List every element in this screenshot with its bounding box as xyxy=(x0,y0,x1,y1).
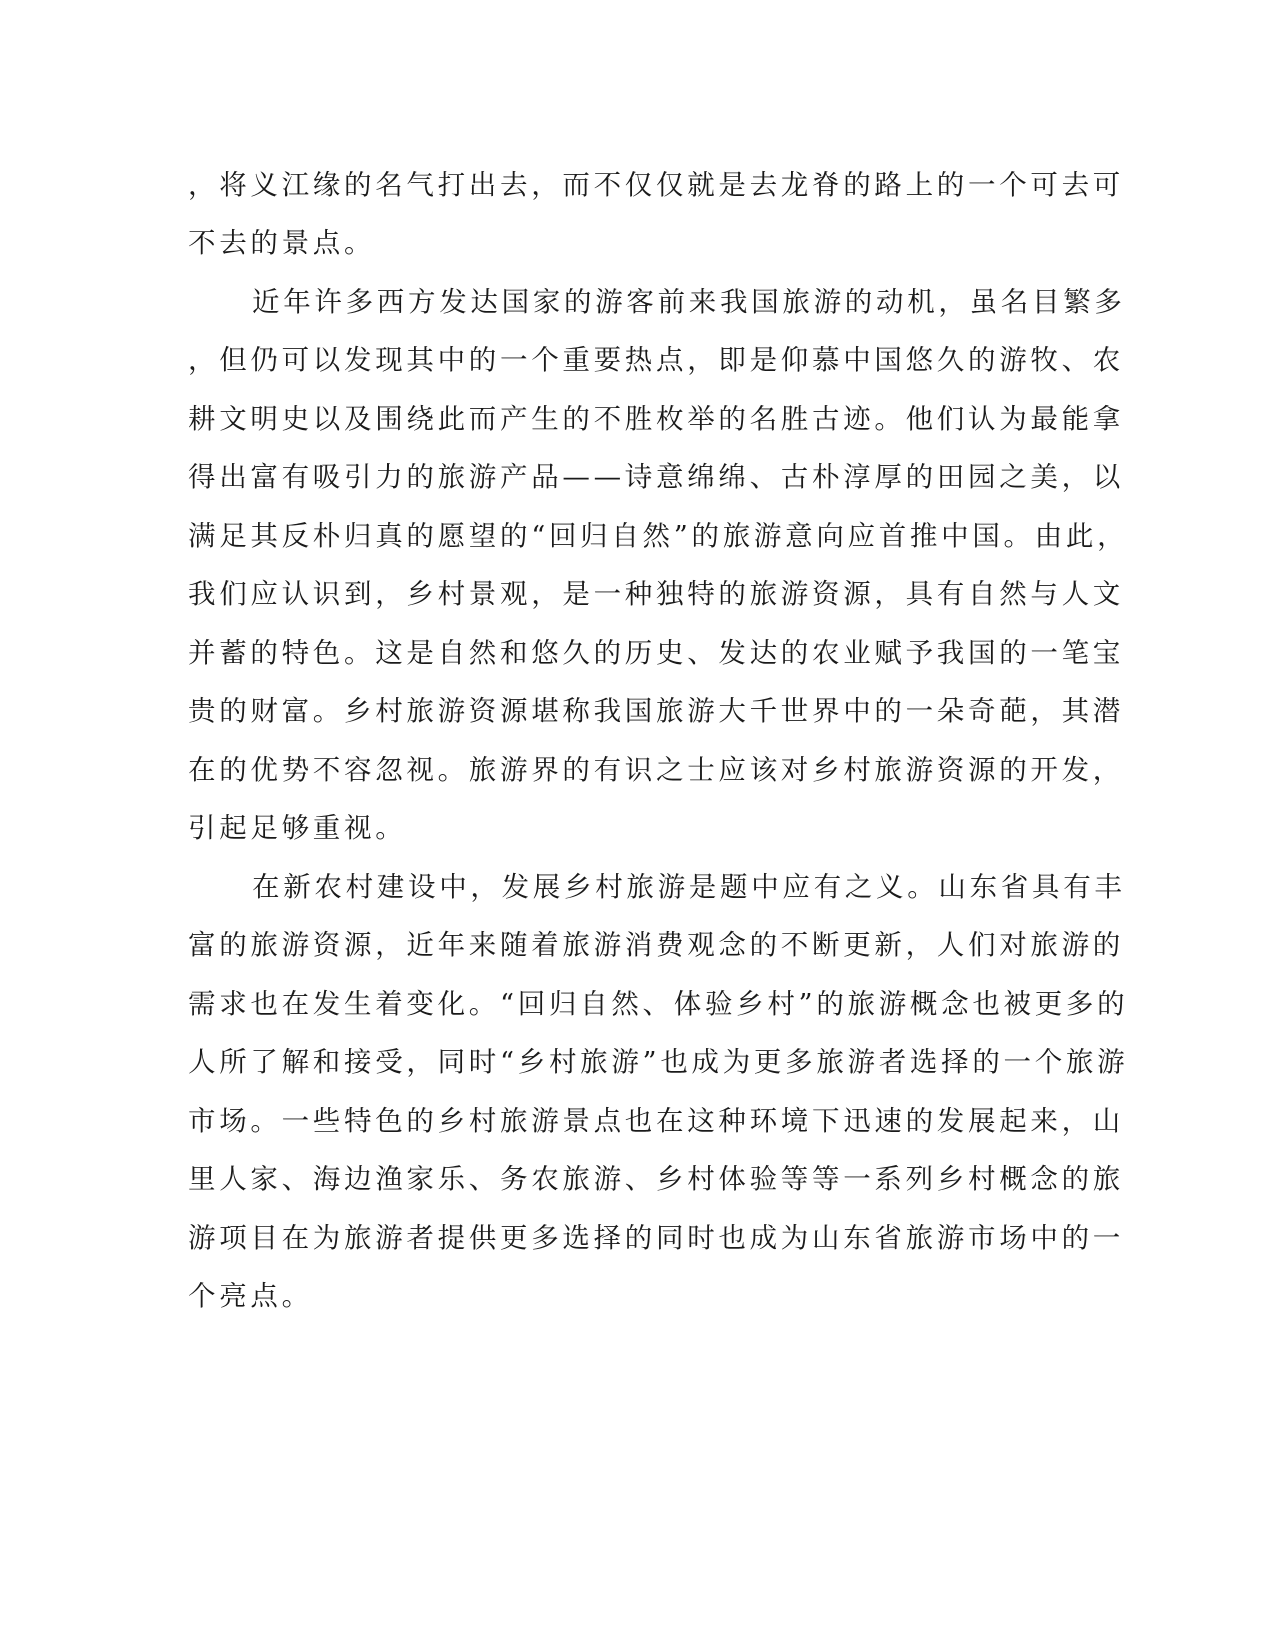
paragraph-2-line-2: ，但仍可以发现其中的一个重要热点，即是仰慕中国悠久的游牧、农 xyxy=(188,344,1124,376)
paragraph-2-line-4: 得出富有吸引力的旅游产品——诗意绵绵、古朴淳厚的田园之美，以 xyxy=(188,461,1124,493)
paragraph-3-line-1: 在新农村建设中，发展乡村旅游是题中应有之义。山东省具有丰 xyxy=(252,871,1126,903)
paragraph-2-line-8: 贵的财富。乡村旅游资源堪称我国旅游大千世界中的一朵奇葩，其潜 xyxy=(188,695,1124,727)
paragraph-2-line-1: 近年许多西方发达国家的游客前来我国旅游的动机，虽名目繁多 xyxy=(252,286,1126,318)
paragraph-3-line-8: 个亮点。 xyxy=(188,1280,313,1312)
paragraph-2-line-6: 我们应认识到，乡村景观，是一种独特的旅游资源，具有自然与人文 xyxy=(188,578,1124,610)
paragraph-3-line-6: 里人家、海边渔家乐、务农旅游、乡村体验等等一系列乡村概念的旅 xyxy=(188,1163,1124,1195)
paragraph-3-line-7: 游项目在为旅游者提供更多选择的同时也成为山东省旅游市场中的一 xyxy=(188,1222,1124,1254)
paragraph-3-line-2: 富的旅游资源，近年来随着旅游消费观念的不断更新，人们对旅游的 xyxy=(188,929,1124,961)
paragraph-2-line-7: 并蓄的特色。这是自然和悠久的历史、发达的农业赋予我国的一笔宝 xyxy=(188,637,1124,669)
paragraph-1-line-2: 不去的景点。 xyxy=(188,227,376,259)
paragraph-2-line-5: 满足其反朴归真的愿望的“回归自然”的旅游意向应首推中国。由此， xyxy=(188,520,1129,552)
paragraph-2-line-9: 在的优势不容忽视。旅游界的有识之士应该对乡村旅游资源的开发， xyxy=(188,754,1124,786)
paragraph-1-line-1: ，将义江缘的名气打出去，而不仅仅就是去龙脊的路上的一个可去可 xyxy=(188,169,1124,201)
paragraph-2-line-3: 耕文明史以及围绕此而产生的不胜枚举的名胜古迹。他们认为最能拿 xyxy=(188,403,1124,435)
paragraph-3-line-3: 需求也在发生着变化。“回归自然、体验乡村”的旅游概念也被更多的 xyxy=(188,988,1129,1020)
paragraph-3-line-5: 市场。一些特色的乡村旅游景点也在这种环境下迅速的发展起来，山 xyxy=(188,1105,1124,1137)
paragraph-2-line-10: 引起足够重视。 xyxy=(188,812,407,844)
paragraph-3-line-4: 人所了解和接受，同时“乡村旅游”也成为更多旅游者选择的一个旅游 xyxy=(188,1046,1129,1078)
